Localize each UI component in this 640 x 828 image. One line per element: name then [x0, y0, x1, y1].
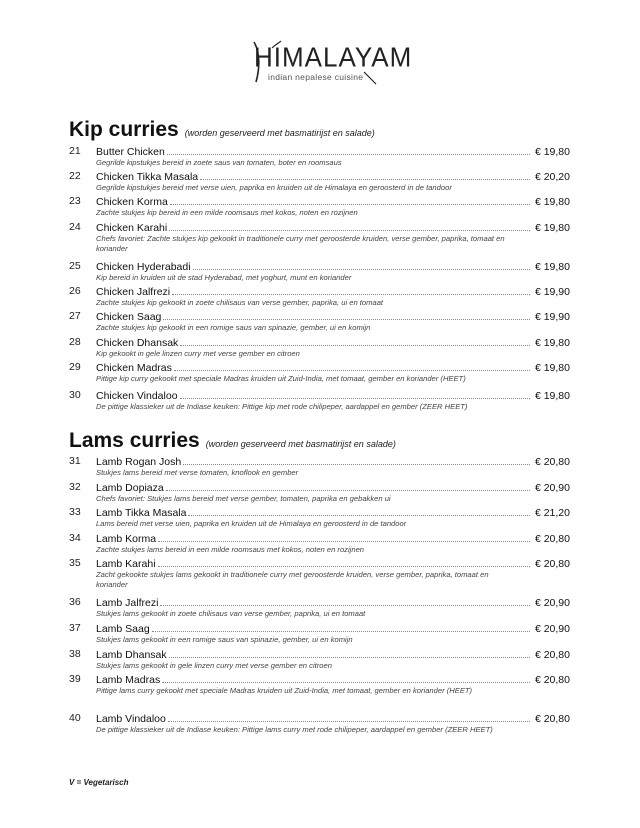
item-line	[96, 596, 570, 609]
item-price: € 19,80	[534, 196, 570, 208]
item-name: Lamb Tikka Masala	[96, 507, 187, 519]
item-description: Pittige lams curry gekookt met speciale Madras kruiden uit Zuid-India, met tomaat, gember en koriander (HEET)	[96, 686, 473, 695]
item-name: Chicken Jalfrezi	[96, 286, 171, 298]
item-name: Chicken Hyderabadi	[96, 261, 191, 273]
logo-wordmark: HIMALAYAM	[254, 41, 413, 73]
section-title-kip	[69, 118, 375, 142]
item-description: Zachte stukjes kip gekookt in een romige saus van spinazie, gember, ui en komijn	[96, 323, 371, 332]
dot-leader	[183, 463, 530, 465]
item-price: € 19,90	[534, 311, 570, 323]
item-number: 32	[69, 481, 81, 493]
item-price: € 19,80	[534, 362, 570, 374]
item-description: Kip gekookt in gele linzen curry met verse gember en citroen	[96, 349, 300, 358]
section-heading: Lams curries	[69, 429, 200, 452]
dot-leader	[168, 720, 530, 722]
item-number: 31	[69, 455, 81, 467]
item-number: 30	[69, 389, 81, 401]
item-price: € 20,80	[534, 674, 570, 686]
item-number: 21	[69, 145, 81, 157]
item-number: 27	[69, 310, 81, 322]
item-number: 26	[69, 285, 81, 297]
section-subtitle: (worden geserveerd met basmatirijst en salade)	[205, 439, 396, 449]
item-line	[96, 310, 570, 323]
item-price: € 20,80	[534, 456, 570, 468]
item-name: Lamb Dopiaza	[96, 482, 164, 494]
item-description: Zachte stukjes lams bereid in een milde roomsaus met kokos, noten en rozijnen	[96, 545, 365, 554]
dot-leader	[169, 656, 530, 658]
item-name: Chicken Madras	[96, 362, 172, 374]
item-price: € 20,80	[534, 713, 570, 725]
item-description: Stukjes lams gekookt in gele linzen curry met verse gember en citroen	[96, 661, 332, 670]
item-price: € 19,80	[534, 337, 570, 349]
item-description: Pittige kip curry gekookt met speciale Madras kruiden uit Zuid-India, met tomaat, gember en koriander (HEET)	[96, 374, 466, 383]
dot-leader	[170, 203, 530, 205]
item-price: € 20,90	[534, 597, 570, 609]
item-description: Zacht gekookte stukjes lams gekookt in traditionele curry met geroosterde kruiden, verse gember, paprika, tomaat en koriander	[96, 570, 489, 589]
item-line	[96, 673, 570, 686]
item-line	[96, 532, 570, 545]
item-description: Chefs favoriet: Zachte stukjes kip gekookt in traditionele curry met geroosterde kruiden, verse gember, paprika, tomaat en koriander	[96, 234, 505, 253]
item-name: Lamb Saag	[96, 623, 150, 635]
item-description: De pittige klassieker uit de Indiase keuken: Pittige lams curry met rode chilipeper, aardappel en gember (ZEER HEET)	[96, 725, 493, 734]
dot-leader	[169, 229, 530, 231]
item-price: € 20,20	[534, 171, 570, 183]
dot-leader	[200, 178, 530, 180]
item-name: Lamb Madras	[96, 674, 161, 686]
dot-leader	[174, 369, 530, 371]
item-price: € 19,80	[534, 222, 570, 234]
dot-leader	[158, 540, 530, 542]
item-price: € 20,80	[534, 533, 570, 545]
dot-leader	[158, 565, 530, 567]
item-name: Chicken Dhansak	[96, 337, 179, 349]
dot-leader	[160, 604, 530, 606]
item-price: € 20,90	[534, 482, 570, 494]
item-line	[96, 170, 570, 183]
item-number: 37	[69, 622, 81, 634]
item-name: Lamb Karahi	[96, 558, 156, 570]
item-name: Lamb Korma	[96, 533, 157, 545]
dot-leader	[180, 344, 530, 346]
item-number: 28	[69, 336, 81, 348]
item-number: 24	[69, 221, 81, 233]
dot-leader	[152, 630, 530, 632]
item-description: Stukjes lams gekookt in een romige saus van spinazie, gember, ui en komijn	[96, 635, 353, 644]
item-number: 40	[69, 712, 81, 724]
item-number: 29	[69, 361, 81, 373]
item-number: 22	[69, 170, 81, 182]
dot-leader	[188, 514, 530, 516]
item-description: Chefs favoriet: Stukjes lams bereid met verse gember, tomaten, paprika en gebakken ui	[96, 494, 391, 503]
vegetarian-legend: V = Vegetarisch	[69, 778, 129, 787]
item-line	[96, 389, 570, 402]
item-line	[96, 506, 570, 519]
item-number: 33	[69, 506, 81, 518]
item-line	[96, 481, 570, 494]
item-line	[96, 557, 570, 570]
item-description: Kip bereid in kruiden uit de stad Hyderabad, met yoghurt, munt en koriander	[96, 273, 352, 282]
item-line	[96, 285, 570, 298]
item-description: Lams bereid met verse uien, paprika en kruiden uit de Himalaya en geroosterd in de tandoor	[96, 519, 407, 528]
item-description: De pittige klassieker uit de Indiase keuken: Pittige kip met rode chilipeper, aardappel en gember (ZEER HEET)	[96, 402, 468, 411]
item-number: 25	[69, 260, 81, 272]
item-number: 23	[69, 195, 81, 207]
dot-leader	[163, 318, 530, 320]
item-name: Lamb Jalfrezi	[96, 597, 159, 609]
item-price: € 20,80	[534, 558, 570, 570]
item-name: Lamb Vindaloo	[96, 713, 166, 725]
section-subtitle: (worden geserveerd met basmatirijst en salade)	[184, 128, 375, 138]
item-number: 35	[69, 557, 81, 569]
item-number: 34	[69, 532, 81, 544]
item-line	[96, 648, 570, 661]
item-price: € 19,80	[534, 146, 570, 158]
item-price: € 20,80	[534, 649, 570, 661]
dot-leader	[193, 268, 530, 270]
item-number: 36	[69, 596, 81, 608]
item-description: Stukjes lams gekookt in zoete chilisaus van verse gember, paprika, ui en tomaat	[96, 609, 366, 618]
dot-leader	[162, 681, 530, 683]
dot-leader	[166, 489, 530, 491]
item-description: Gegrilde kipstukjes bereid in zoete saus van tomaten, boter en roomsaus	[96, 158, 342, 167]
dot-leader	[172, 293, 530, 295]
logo-tagline: indian nepalese cuisine	[268, 72, 364, 82]
item-price: € 21,20	[534, 507, 570, 519]
item-line	[96, 455, 570, 468]
item-description: Gegrilde kipstukjes bereid met verse uien, paprika en kruiden uit de Himalaya en geroosterd in de tandoor	[96, 183, 452, 192]
item-name: Chicken Tikka Masala	[96, 171, 199, 183]
dot-leader	[180, 397, 530, 399]
item-name: Chicken Saag	[96, 311, 162, 323]
section-title-lams	[69, 429, 396, 453]
item-price: € 19,90	[534, 286, 570, 298]
dot-leader	[167, 153, 530, 155]
item-description: Stukjes lams bereid met verse tomaten, knoflook en gember	[96, 468, 299, 477]
item-price: € 20,90	[534, 623, 570, 635]
item-number: 39	[69, 673, 81, 685]
item-name: Chicken Karahi	[96, 222, 168, 234]
item-line	[96, 622, 570, 635]
item-number: 38	[69, 648, 81, 660]
item-name: Chicken Korma	[96, 196, 168, 208]
restaurant-logo	[246, 38, 413, 86]
item-line	[96, 221, 570, 234]
section-heading: Kip curries	[69, 118, 179, 141]
item-line	[96, 712, 570, 725]
item-line	[96, 260, 570, 273]
item-name: Lamb Dhansak	[96, 649, 167, 661]
item-name: Chicken Vindaloo	[96, 390, 178, 402]
item-line	[96, 336, 570, 349]
item-line	[96, 361, 570, 374]
item-price: € 19,80	[534, 261, 570, 273]
item-name: Lamb Rogan Josh	[96, 456, 182, 468]
item-price: € 19,80	[534, 390, 570, 402]
item-name: Butter Chicken	[96, 146, 165, 158]
item-description: Zachte stukjes kip bereid in een milde roomsaus met kokos, noten en rozijnen	[96, 208, 358, 217]
item-line	[96, 195, 570, 208]
item-line	[96, 145, 570, 158]
item-description: Zachte stukjes kip gekookt in zoete chilisaus van verse gember, paprika, ui en tomaat	[96, 298, 384, 307]
